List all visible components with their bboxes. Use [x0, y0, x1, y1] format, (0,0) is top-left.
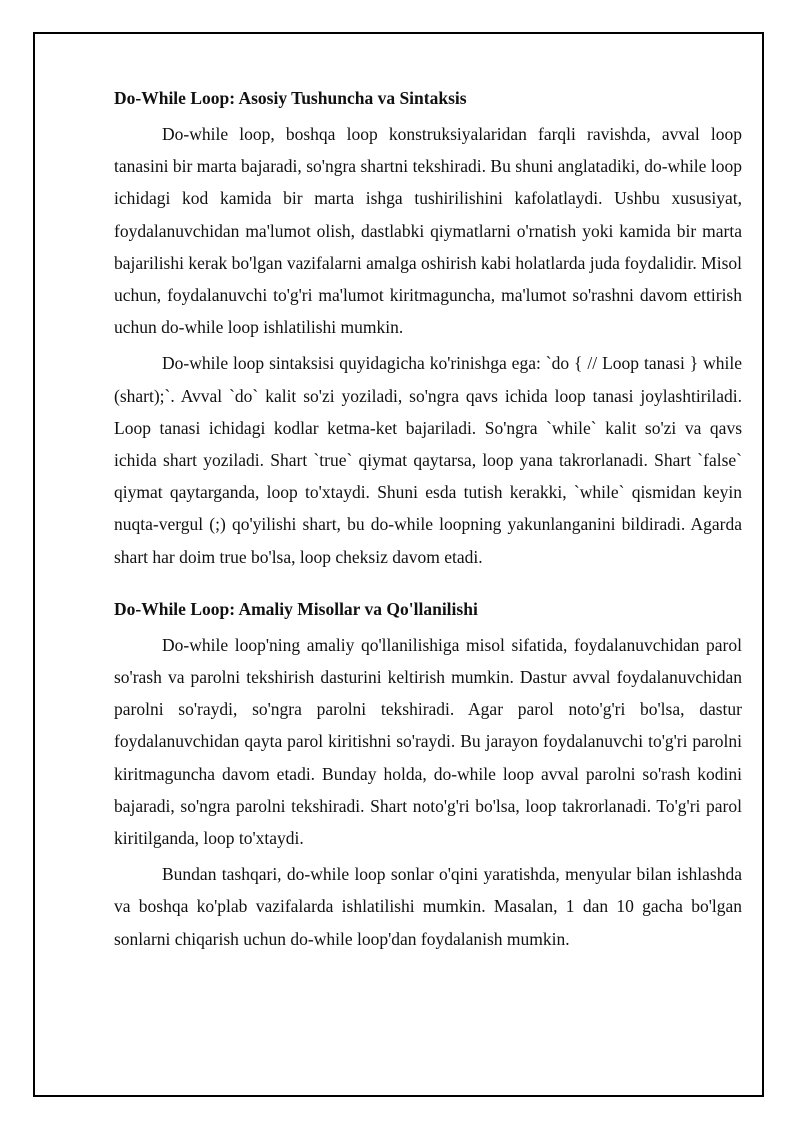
- document-body: [114, 82, 742, 1072]
- section-heading: Do-While Loop: Asosiy Tushuncha va Sintaksis: [114, 88, 467, 108]
- paragraph: Do-while loop sintaksisi quyidagicha ko'rinishga ega: `do { // Loop tanasi } while (shart);`. Avval `do` kalit so'zi yoziladi, so'ngra qavs ichida loop tanasi joylashtiriladi. Loop tanasi ichidagi kodlar ketma-ket bajariladi. So'ngra `while` kalit so'zi va qavs ichida shart yoziladi. Shart `true` qiymat qaytarsa, loop yana takrorlanadi. Shart `false` qiymat qaytarganda, loop to'xtaydi. Shuni esda tutish kerakki, `while` qismidan keyin nuqta-vergul (;) qo'yilishi shart, bu do-while loopning yakunlanganini bildiradi. Agarda shart har doim true bo'lsa, loop cheksiz davom etadi.: [114, 353, 742, 567]
- section-heading: Do-While Loop: Amaliy Misollar va Qo'llanilishi: [114, 598, 478, 619]
- paragraph: Do-while loop, boshqa loop konstruksiyalaridan farqli ravishda, avval loop tanasini bir marta bajaradi, so'ngra shartni tekshiradi. Bu shuni anglatadiki, do-while loop ichidagi kod kamida bir marta ishga tushirilishini kafolatlaydi. Ushbu xususiyat, foydalanuvchidan ma'lumot olish, dastlabki qiymatlarni o'rnatish yoki kamida bir marta bajarilishi kerak bo'lgan vazifalarni amalga oshirish kabi holatlarda juda foydalidir. Misol uchun, foydalanuvchi to'g'ri ma'lumot kiritmaguncha, ma'lumot so'rashni davom ettirish uchun do-while loop ishlatilishi mumkin.: [114, 124, 742, 338]
- paragraph: Do-while loop'ning amaliy qo'llanilishiga misol sifatida, foydalanuvchidan parol so'rash va parolni tekshirish dasturini keltirish mumkin. Dastur avval foydalanuvchidan parolni so'raydi, so'ngra parolni tekshiradi. Agar parol noto'g'ri bo'lsa, dastur foydalanuvchidan qayta parol kiritishni so'raydi. Bu jarayon foydalanuvchi to'g'ri parolni kiritmaguncha davom etadi. Bunday holda, do-while loop avval parolni so'rash kodini bajaradi, so'ngra parolni tekshiradi. Shart noto'g'ri bo'lsa, loop takrorlanadi. To'g'ri parol kiritilganda, loop to'xtaydi.: [114, 634, 742, 849]
- section-spacer: [114, 577, 742, 593]
- paragraph: Bundan tashqari, do-while loop sonlar o'qini yaratishda, menyular bilan ishlashda va boshqa ko'plab vazifalarda ishlatilishi mumkin. Masalan, 1 dan 10 gacha bo'lgan sonlarni chiqarish uchun do-while loop'dan foydalanish mumkin.: [114, 864, 742, 949]
